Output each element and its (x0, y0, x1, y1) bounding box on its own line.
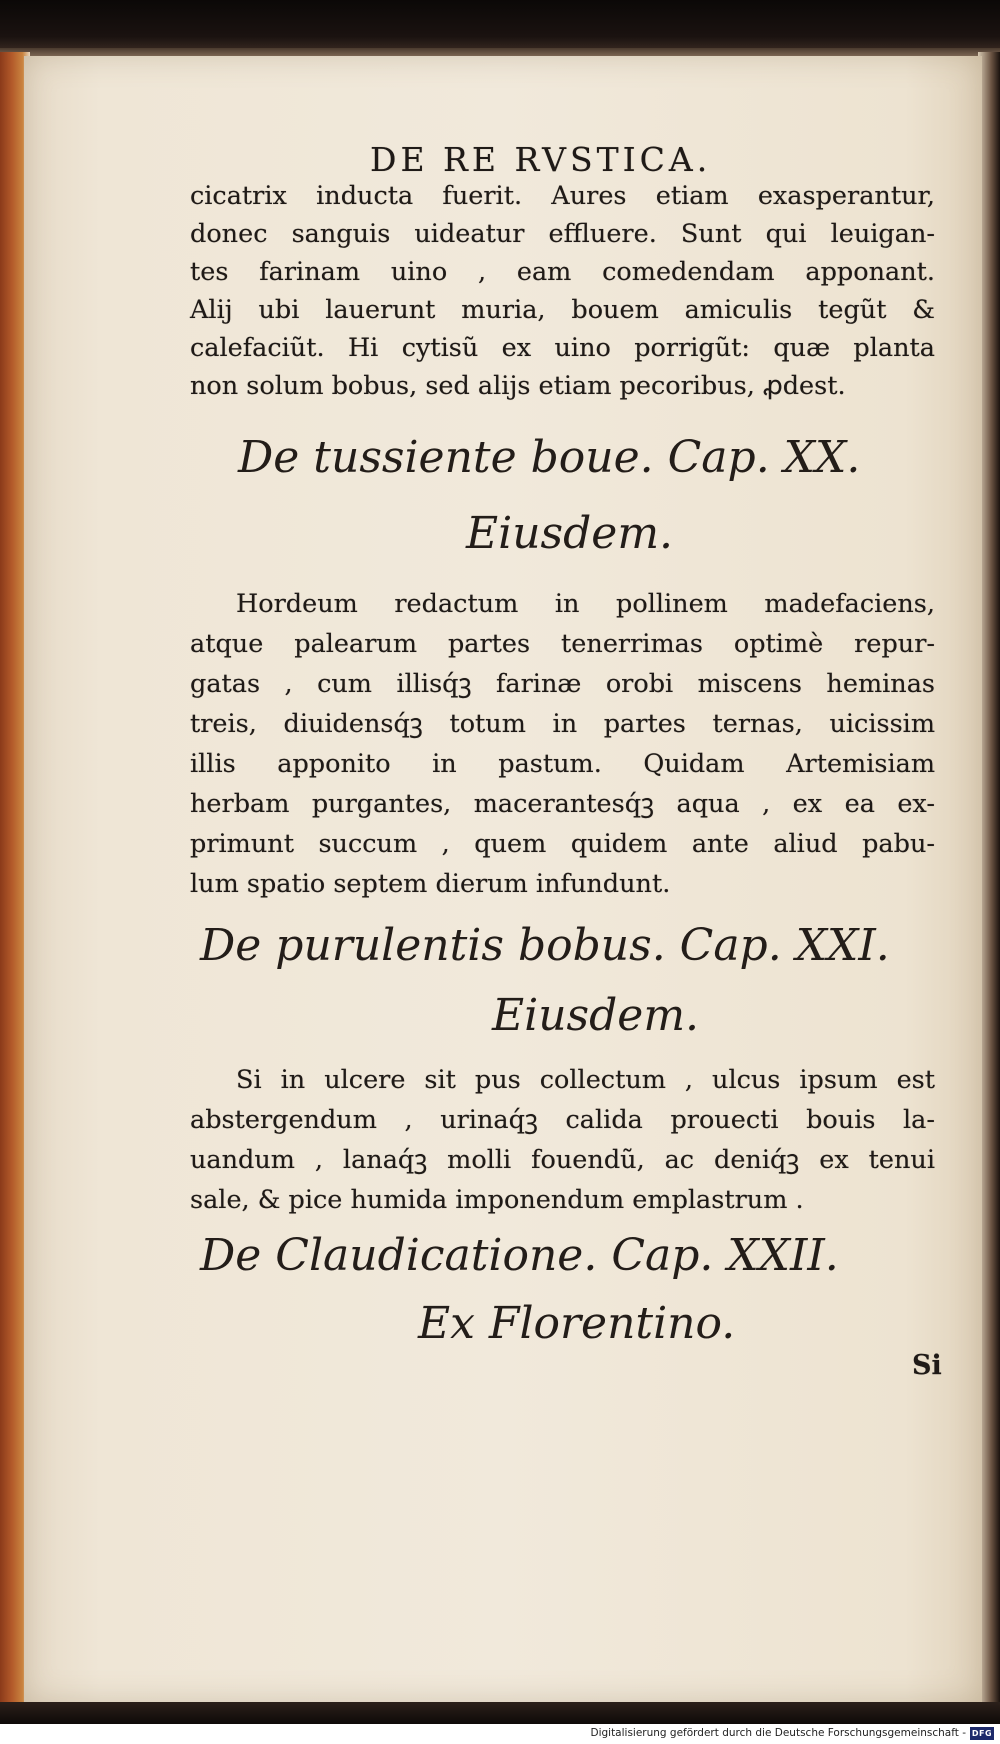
text-line: donec sanguis uideatur effluere. Sunt qui leuigan- (190, 219, 935, 249)
text-line: calefaciũt. Hi cytisũ ex uino porrigũt: quæ planta (190, 333, 935, 363)
text-line: abstergendum , urinaq́ꝫ calida prouecti bouis la- (190, 1105, 935, 1135)
book-binding-bottom (0, 1702, 1000, 1724)
text-line: sale, & pice humida imponendum emplastrum . (190, 1185, 804, 1215)
chapter-heading: De Claudicatione. Cap. XXII. (200, 1230, 839, 1281)
page-top-edge (0, 48, 1000, 56)
text-line: cicatrix inducta fuerit. Aures etiam exasperantur, (190, 181, 935, 211)
text-line: gatas , cum illisq́ꝫ farinæ orobi miscens heminas (190, 669, 935, 699)
digitization-credit-bar (0, 1724, 1000, 1744)
catchword: Si (912, 1350, 942, 1381)
chapter-heading: De tussiente boue. Cap. XX. (238, 432, 861, 483)
text-line: atque palearum partes tenerrimas optimè repur- (190, 629, 935, 659)
dfg-logo: DFG (971, 1729, 993, 1738)
chapter-heading: De purulentis bobus. Cap. XXI. (200, 920, 890, 971)
chapter-source: Eiusdem. (492, 990, 700, 1041)
text-line: treis, diuidensq́ꝫ totum in partes ternas, uicissim (190, 709, 935, 739)
text-line: Alij ubi lauerunt muria, bouem amiculis tegũt & (190, 295, 935, 325)
book-binding-top (0, 0, 1000, 52)
text-line: uandum , lanaq́ꝫ molli fouendũ, ac deniq́ꝫ ex tenui (190, 1145, 935, 1175)
text-line: herbam purgantes, macerantesq́ꝫ aqua , ex ea ex- (190, 789, 935, 819)
credit-text: Digitalisierung gefördert durch die Deutsche Forschungsgemeinschaft - (590, 1727, 966, 1739)
text-line: lum spatio septem dierum infundunt. (190, 869, 671, 899)
chapter-source: Ex Florentino. (418, 1298, 736, 1349)
text-line: Hordeum redactum in pollinem madefaciens, (236, 589, 935, 619)
text-line: Si in ulcere sit pus collectum , ulcus ipsum est (236, 1065, 935, 1095)
text-line: tes farinam uino , eam comedendam apponant. (190, 257, 935, 287)
text-line: non solum bobus, sed alijs etiam pecoribus, ꝓdest. (190, 371, 846, 401)
running-head: DE RE RVSTICA. (370, 140, 712, 179)
text-line: primunt succum , quem quidem ante aliud pabu- (190, 829, 935, 859)
text-line: illis apponito in pastum. Quidam Artemisiam (190, 749, 935, 779)
chapter-source: Eiusdem. (466, 508, 674, 559)
